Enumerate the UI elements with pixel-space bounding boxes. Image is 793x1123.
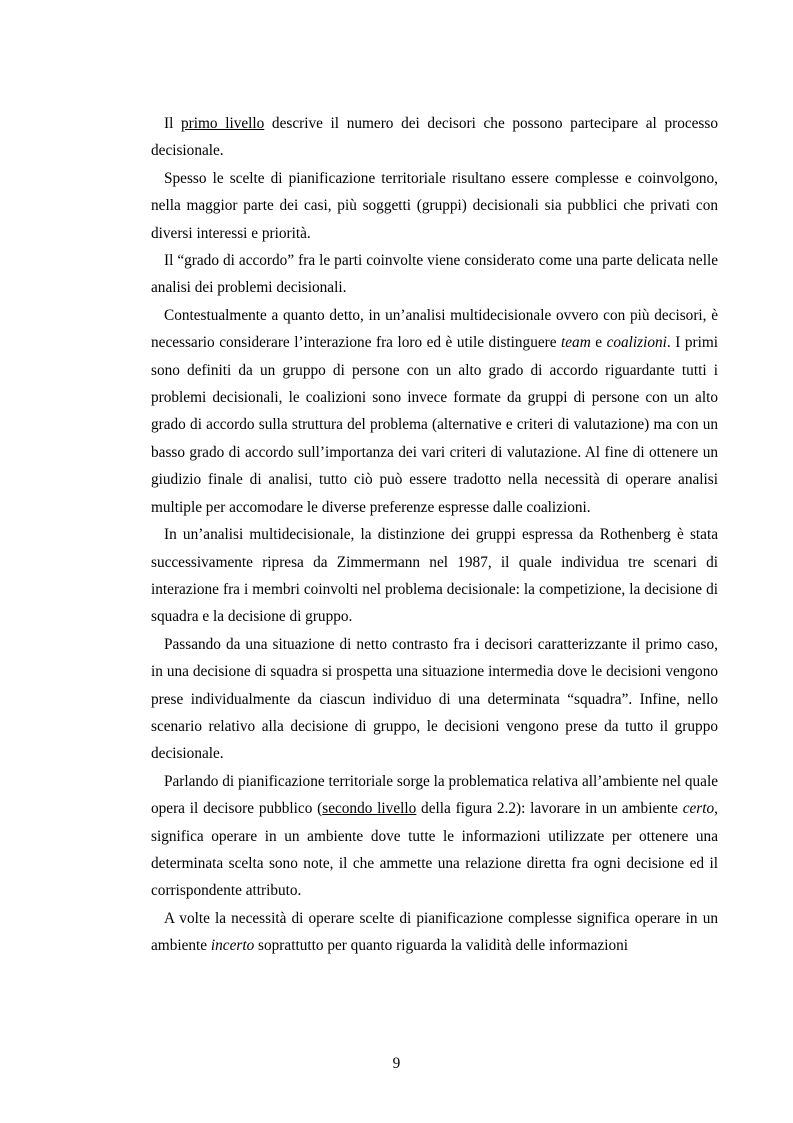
paragraph-scelte-complesse	[151, 165, 718, 247]
text-span: e	[590, 334, 607, 352]
paragraph-decisione-squadra	[151, 631, 718, 768]
text-span: . I primi sono definiti da un gruppo di persone con un alto grado di accordo riguardante tutti i problemi decisionali, le coalizioni sono invece formate da gruppi di persone con un alto grado di accordo sulla struttura del problema (alternative e criteri di valutazione) ma con un basso grado di accordo sull’importanza dei vari criteri di valutazione. Al fine di ottenere un giudizio finale di analisi, tutto ciò può essere tradotto nella necessità di operare analisi multiple per accomodare le diverse preferenze espresse dalle coalizioni.	[151, 334, 718, 516]
page-number: 9	[392, 1055, 401, 1072]
text-span: soprattutto per quanto riguarda la validità delle informazioni	[254, 937, 629, 955]
italic-term-certo: certo	[682, 800, 715, 818]
text-span: Il	[164, 115, 181, 132]
paragraph-primo-livello	[151, 110, 718, 165]
text-span: Spesso le scelte di pianificazione territoriale risultano essere complesse e coinvolgono, nella maggior parte dei casi, più soggetti (gruppi) decisionali sia pubblici che privati con diversi interessi e priorità.	[151, 169, 718, 242]
text-span: In un’analisi multidecisionale, la distinzione dei gruppi espressa da Rothenberg è stata successivamente ripresa da Zimmermann nel 1987, il quale individua tre scenari di interazione fra i membri coinvolti nel problema decisionale: la competizione, la decisione di squadra e la decisione di gruppo.	[151, 526, 718, 626]
text-span: descrive il numero dei decisori che possono partecipare al processo decisionale.	[151, 115, 718, 160]
text-span: A volte la necessità di operare scelte di pianificazione complesse significa operare in un ambiente	[151, 909, 718, 955]
italic-term-incerto: incerto	[210, 937, 255, 955]
paragraph-ambiente-certo	[151, 768, 718, 905]
paragraph-team-coalizioni	[151, 302, 718, 521]
italic-term-team: team	[561, 334, 591, 352]
paragraph-ambiente-incerto	[151, 905, 718, 960]
text-span: , significa operare in un ambiente dove tutte le informazioni utilizzate per ottenere una determinata scelta sono note, il che ammette una relazione diretta fra ogni decisione ed il corrispondente attributo.	[151, 800, 718, 900]
italic-term-coalizioni: coalizioni	[606, 334, 667, 352]
underlined-term-secondo-livello: secondo livello	[322, 800, 417, 818]
paragraph-grado-di-accordo	[151, 247, 718, 302]
underlined-term-primo-livello: primo livello	[181, 115, 265, 132]
text-span: Passando da una situazione di netto contrasto fra i decisori caratterizzante il primo caso, in una decisione di squadra si prospetta una situazione intermedia dove le decisioni vengono prese individualmente da ciascun individuo di una determinata “squadra”. Infine, nello scenario relativo alla decisione di gruppo, le decisioni vengono prese da tutto il gruppo decisionale.	[151, 635, 718, 763]
text-span: Il “grado di accordo” fra le parti coinvolte viene considerato come una parte delicata nelle analisi dei problemi decisionali.	[151, 252, 718, 297]
document-body	[151, 110, 718, 960]
paragraph-zimmermann	[151, 521, 718, 631]
text-span: Contestualmente a quanto detto, in un’analisi multidecisionale ovvero con più decisori, è necessario considerare l’interazione fra loro ed è utile distinguere	[151, 306, 718, 352]
text-span: della figura 2.2): lavorare in un ambiente	[416, 800, 683, 818]
text-span: Parlando di pianificazione territoriale sorge la problematica relativa all’ambiente nel quale opera il decisore pubblico (	[151, 772, 718, 818]
